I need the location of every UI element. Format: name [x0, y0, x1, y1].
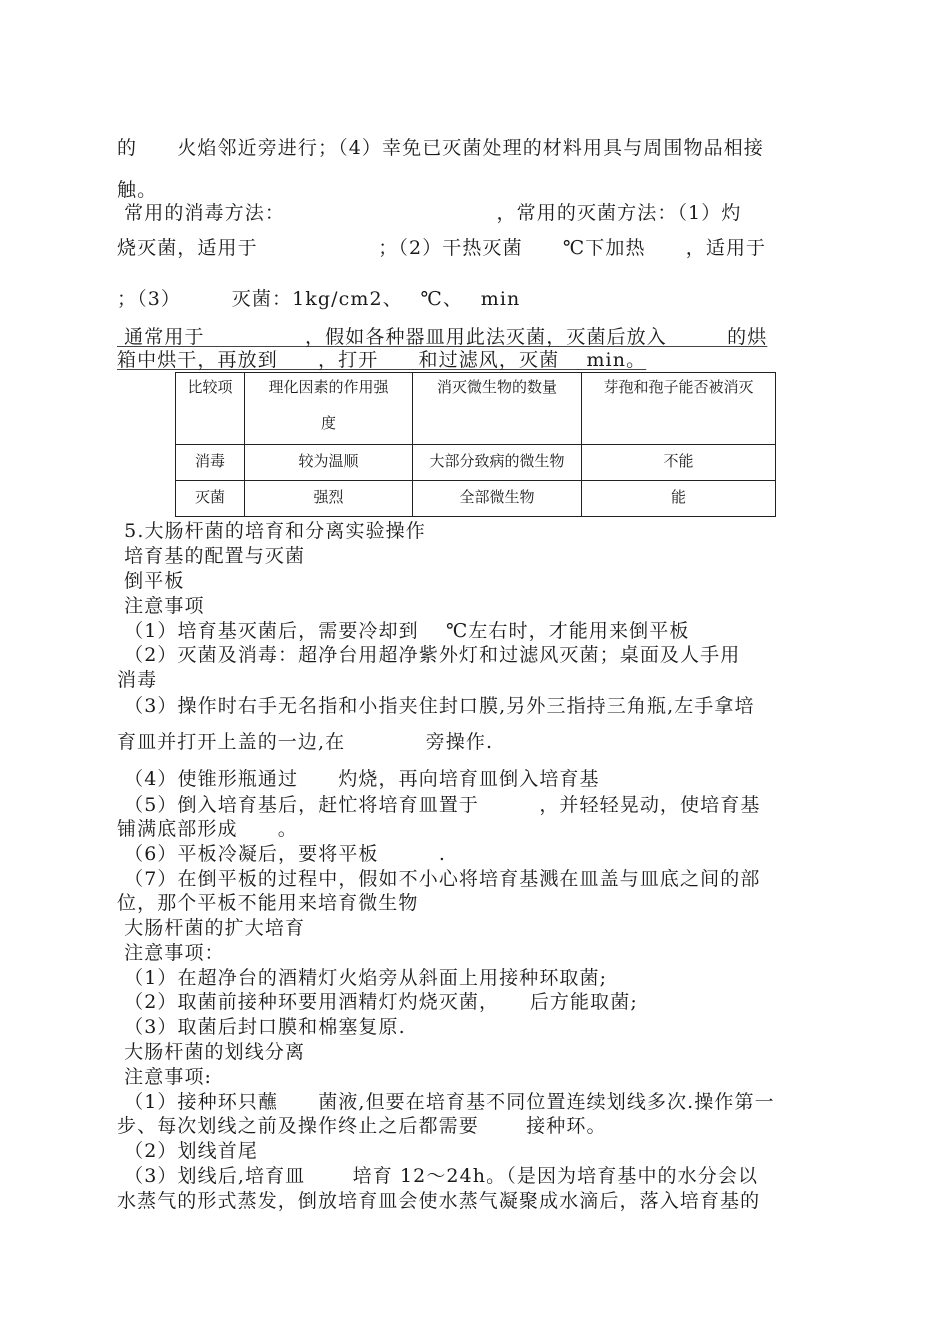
table-cell: 大部分致病的微生物: [413, 445, 582, 481]
text-line: （1）培育基灭菌后，需要冷却到 ℃左右时，才能用来倒平板: [117, 620, 690, 642]
text-line: 位，那个平板不能用来培育微生物: [117, 892, 419, 914]
text-line: （6）平板冷凝后，要将平板 .: [117, 843, 446, 865]
text-line: 培育基的配置与灭菌: [117, 545, 306, 567]
table-cell: 不能: [582, 445, 776, 481]
text-line: （3）划线后,培育皿 培育 12～24h。（是因为培育基中的水分会以: [117, 1165, 759, 1187]
text-line: 铺满底部形成 。: [117, 818, 298, 840]
text-line: 注意事项: [117, 595, 205, 617]
text-line: （3）操作时右手无名指和小指夹住封口膜,另外三指持三角瓶,左手拿培: [117, 695, 755, 717]
table-cell: 强烈: [245, 481, 413, 517]
table-cell: 灭菌: [176, 481, 245, 517]
table-header-cell: 比较项: [176, 373, 245, 445]
table-header-row: [176, 373, 776, 445]
text-line: （4）使锥形瓶通过 灼烧，再向培育皿倒入培育基: [117, 768, 600, 790]
text-line: 消毒: [117, 669, 158, 691]
text-line: 烧灭菌，适用于 ；（2）干热灭菌 ℃下加热 ，适用于: [117, 237, 767, 259]
text-line: 步、每次划线之前及操作终止之后都需要 接种环。: [117, 1115, 607, 1137]
table-header-cell: [245, 373, 413, 445]
table-header-cell: 芽孢和孢子能否被消灭: [582, 373, 776, 445]
text-line: 水蒸气的形式蒸发，倒放培育皿会使水蒸气凝聚成水滴后，落入培育基的: [117, 1190, 761, 1212]
table-header-text: 度: [320, 414, 336, 432]
table-row: [176, 445, 776, 481]
text-line: 育皿并打开上盖的一边,在 旁操作.: [117, 731, 494, 753]
table-header-cell: 消灭微生物的数量: [413, 373, 582, 445]
text-line: （7）在倒平板的过程中，假如不小心将培育基溅在皿盖与皿底之间的部: [117, 868, 761, 890]
table-cell: 全部微生物: [413, 481, 582, 517]
text-line: 注意事项:: [117, 1066, 213, 1088]
table-header-text: 理化因素的作用强: [268, 378, 389, 396]
text-line: 的 火焰邻近旁进行；（4）幸免已灭菌处理的材料用具与周围物品相接: [117, 137, 764, 159]
table-row: [176, 481, 776, 517]
text-line: （1）接种环只蘸 菌液,但要在培育基不同位置连续划线多次.操作第一: [117, 1091, 775, 1113]
table-cell: 较为温顺: [245, 445, 413, 481]
text-line: 常用的消毒方法： ，常用的灭菌方法：（1）灼: [117, 202, 742, 224]
text-line: 倒平板: [117, 570, 185, 592]
table-cell: 消毒: [176, 445, 245, 481]
text-line: ；（3） 灭菌：1kg/cm2、 ℃、 min: [117, 288, 521, 310]
text-line: （5）倒入培育基后，赶忙将培育皿置于 ，并轻轻晃动，使培育基: [117, 794, 761, 816]
text-line: （2）灭菌及消毒：超净台用超净紫外灯和过滤风灭菌；桌面及人手用: [117, 644, 741, 666]
text-line: 注意事项：: [117, 942, 225, 964]
text-line: 5.大肠杆菌的培育和分离实验操作: [117, 520, 426, 542]
text-line: （1）在超净台的酒精灯火焰旁从斜面上用接种环取菌;: [117, 967, 608, 989]
text-line: （2）取菌前接种环要用酒精灯灼烧灭菌， 后方能取菌;: [117, 991, 638, 1013]
text-line: 大肠杆菌的划线分离: [117, 1041, 306, 1063]
text-line: 箱中烘干，再放到 ，打开 和过滤风，灭菌 min。: [117, 349, 647, 371]
text-line: （3）取菌后封口膜和棉塞复原.: [117, 1016, 406, 1038]
comparison-table: [175, 372, 776, 517]
text-line: （2）划线首尾: [117, 1140, 258, 1162]
table-cell: 能: [582, 481, 776, 517]
text-line: 大肠杆菌的扩大培育: [117, 917, 306, 939]
text-line: 触。: [117, 179, 158, 201]
text-line: 通常用于 ，假如各种器皿用此法灭菌，灭菌后放入 的烘: [117, 326, 768, 348]
